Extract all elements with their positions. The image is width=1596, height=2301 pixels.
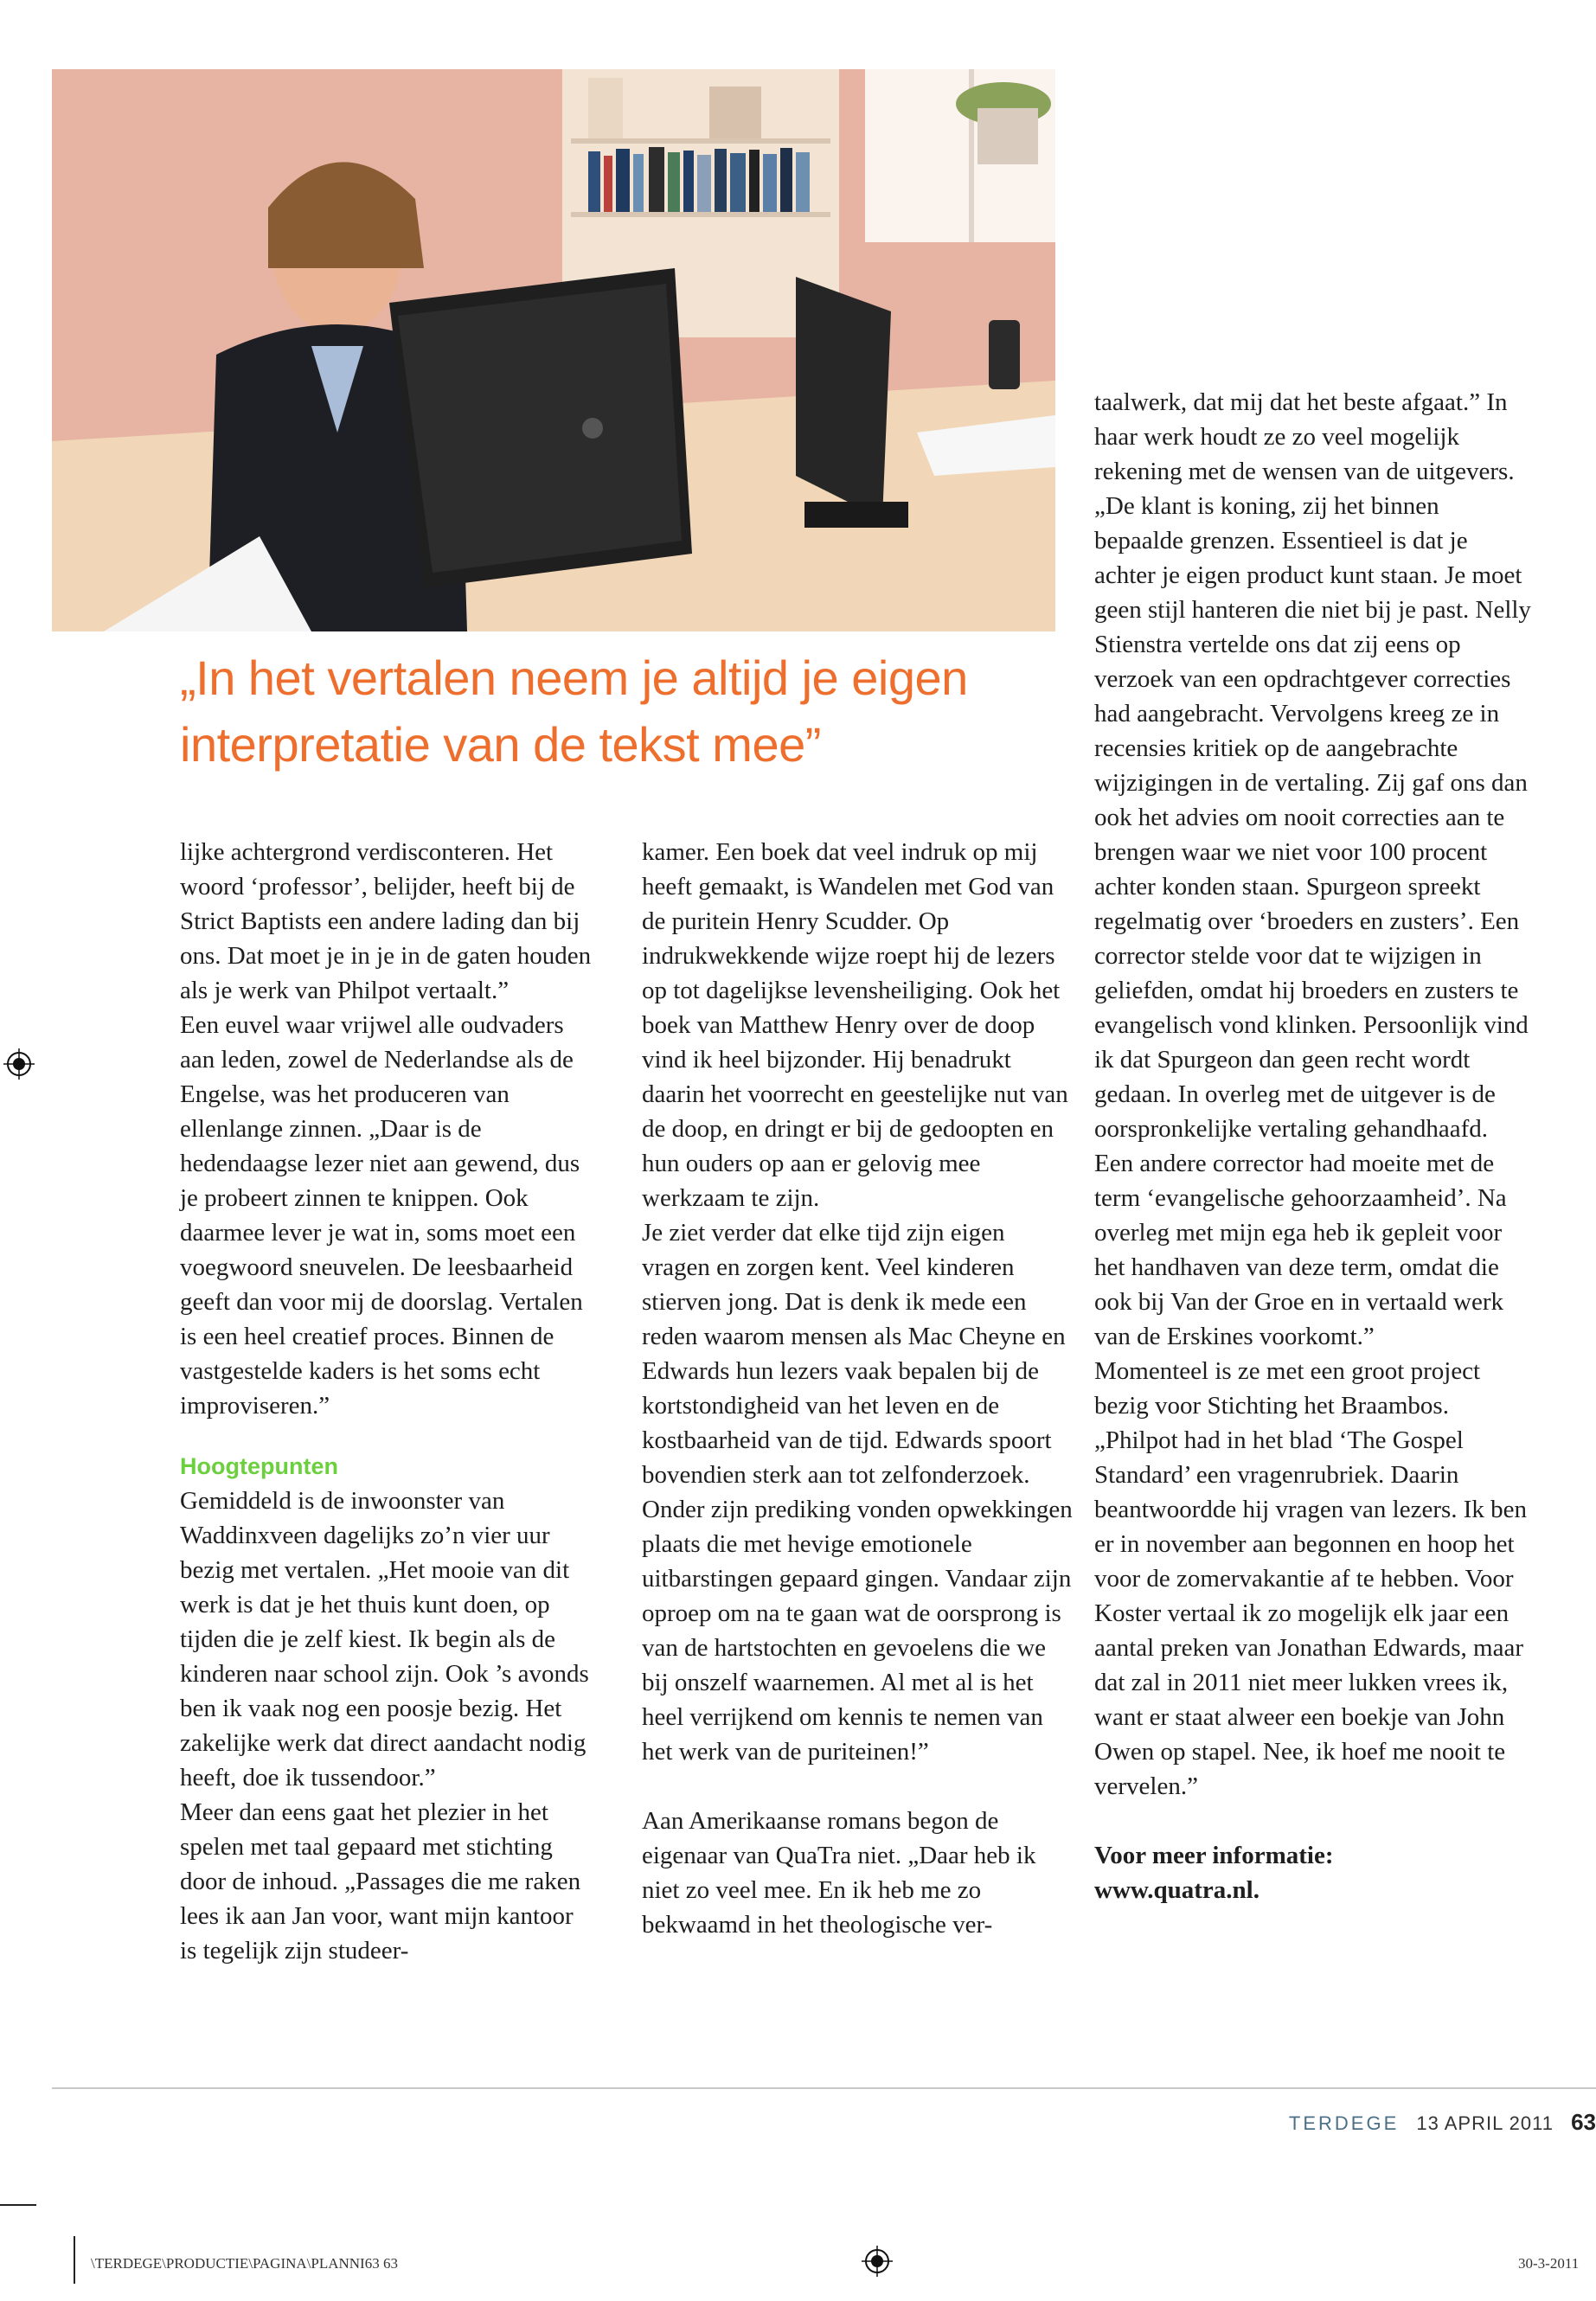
crop-mark [0, 2204, 36, 2206]
print-slug-date: 30-3-2011 [1518, 2255, 1580, 2272]
paragraph: taalwerk, dat mij dat het beste afgaat.” In haar werk houdt ze zo veel mogelijk rekening met de wensen van de uitgevers. „De klant is koning, zij het binnen bepaalde grenzen. Essentieel is dat je achter je eigen product kunt staan. Je moet geen stijl hanteren die niet bij je past. Nelly Stienstra vertelde ons dat zij eens op verzoek van een opdrachtgever correcties had aangebracht. Vervolgens kreeg ze in recensies kritiek op de aangebrachte wijzigingen in de vertaling. Zij gaf ons dan ook het advies om nooit correcties aan te brengen waar we niet voor 100 procent achter konden staan. Spurgeon spreekt regelmatig over ‘broeders en zusters’. Een corrector stelde voor dat te wijzigen in geliefden, omdat hij broeders en zusters te evangelisch vond klinken. Persoonlijk vind ik dat Spurgeon dan geen recht wordt gedaan. In overleg met de uitgever is de oorspronkelijke vertaling gehandhaafd. Een andere corrector had moeite met de term ‘evangelische gehoorzaamheid’. Na overleg met mijn ega heb ik gepleit voor het handhaven van deze term, omdat die ook bij Van der Groe en in vertaald werk van de Erskines voorkomt.” [1094, 388, 1531, 1350]
paragraph-gap [1094, 1804, 1531, 1838]
paragraph: Momenteel is ze met een groot project bezig voor Stichting het Braambos. „Philpot had in het blad ‘The Gospel Standard’ een vragenrubriek. Daarin beantwoordde hij vragen van lezers. Ik ben er in november aan begonnen en hoop het voor de zomervakantie af te hebben. Voor Koster vertaal ik zo mogelijk elk jaar een aantal preken van Jonathan Edwards, maar dat zal in 2011 niet meer lukken vrees ik, want er staat alweer een boekje van John Owen op stapel. Nee, ik hoef me nooit te vervelen.” [1094, 1357, 1528, 1800]
print-slug-path: \TERDEGE\PRODUCTIE\PAGINA\PLANNI63 63 [91, 2255, 398, 2272]
crop-mark [74, 2236, 75, 2284]
article-photo [52, 69, 1055, 631]
section-subheading: Hoogtepunten [180, 1453, 338, 1479]
article-column-2 [642, 835, 1074, 1942]
page-footer [1289, 2109, 1596, 2136]
paragraph: Gemiddeld is de inwoonster van Waddinxveen dagelijks zo’n vier uur bezig met vertalen. „Het mooie van dit werk is dat je het thuis kunt doen, op tijden die je zelf kiest. Ik begin als de kinderen naar school zijn. Ook ’s avonds ben ik vaak nog een poosje bezig. Het zakelijke werk dat direct aandacht nodig heeft, doe ik tussendoor.” [180, 1487, 589, 1791]
registration-mark-icon [862, 2246, 893, 2281]
photo-illustration [52, 69, 1055, 631]
issue-date: 13 APRIL 2011 [1416, 2112, 1554, 2134]
article-column-3 [1094, 385, 1531, 1907]
page-number: 63 [1571, 2109, 1596, 2135]
magazine-name: TERDEGE [1288, 2112, 1400, 2134]
paragraph: Meer dan eens gaat het plezier in het spelen met taal gepaard met stichting door de inhoud. „Passages die me raken lees ik aan Jan voor, want mijn kantoor is tegelijk zijn studeer- [180, 1798, 581, 1965]
paragraph: Je ziet verder dat elke tijd zijn eigen vragen en zorgen kent. Veel kinderen stierven jong. Dat is denk ik mede een reden waarom mensen als Mac Cheyne en Edwards hun lezers vaak bepalen bij de kortstondigheid van het leven en de kostbaarheid van de tijd. Edwards spoort bovendien sterk aan tot zelfonderzoek. Onder zijn prediking vonden opwekkingen plaats die met hevige emotionele uitbarstingen gepaard gingen. Vandaar zijn oproep om na te gaan wat de oorsprong is van de hartstochten en gevoelens die we bij onszelf waarnemen. Al met al is het heel verrijkend om kennis te nemen van het werk van de puriteinen!” [642, 1219, 1073, 1766]
more-info-label: Voor meer informatie: [1094, 1842, 1334, 1869]
more-info-link[interactable]: www.quatra.nl. [1094, 1876, 1259, 1904]
paragraph: Aan Amerikaanse romans begon de eigenaar van QuaTra niet. „Daar heb ik niet zo veel mee. En ik heb me zo bekwaamd in het theologische ver- [642, 1807, 1036, 1939]
paragraph-gap [642, 1769, 1074, 1804]
footer-divider [52, 2087, 1596, 2089]
article-column-1 [180, 835, 595, 1968]
paragraph: kamer. Een boek dat veel indruk op mij heeft gemaakt, is Wandelen met God van de puritein Henry Scudder. Op indrukwekkende wijze roept hij de lezers op tot dagelijkse levensheiliging. Ook het boek van Matthew Henry over de doop vind ik heel bijzonder. Hij benadrukt daarin het voorrecht en geestelijke nut van de doop, en dringt er bij de gedoopten en hun ouders op aan er gelovig mee werkzaam te zijn. [642, 838, 1068, 1212]
paragraph: lijke achtergrond verdisconteren. Het woord ‘professor’, belijder, heeft bij de Strict Baptists een andere lading dan bij ons. Dat moet je in je in de gaten houden als je werk van Philpot vertaalt.” [180, 838, 592, 1004]
paragraph: Een euvel waar vrijwel alle oudvaders aan leden, zowel de Nederlandse als de Engelse, was het produceren van ellenlange zinnen. „Daar is de hedendaagse lezer niet aan gewend, dus je probeert zinnen te knippen. Ook daarmee lever je wat in, soms moet een voegwoord sneuvelen. De leesbaarheid geeft dan voor mij de doorslag. Vertalen is een heel creatief proces. Binnen de vastgestelde kaders is het soms echt improviseren.” [180, 1011, 583, 1420]
registration-mark-icon [3, 1048, 35, 1084]
pull-quote: „In het vertalen neem je altijd je eigen interpretatie van de tekst mee” [180, 651, 968, 772]
